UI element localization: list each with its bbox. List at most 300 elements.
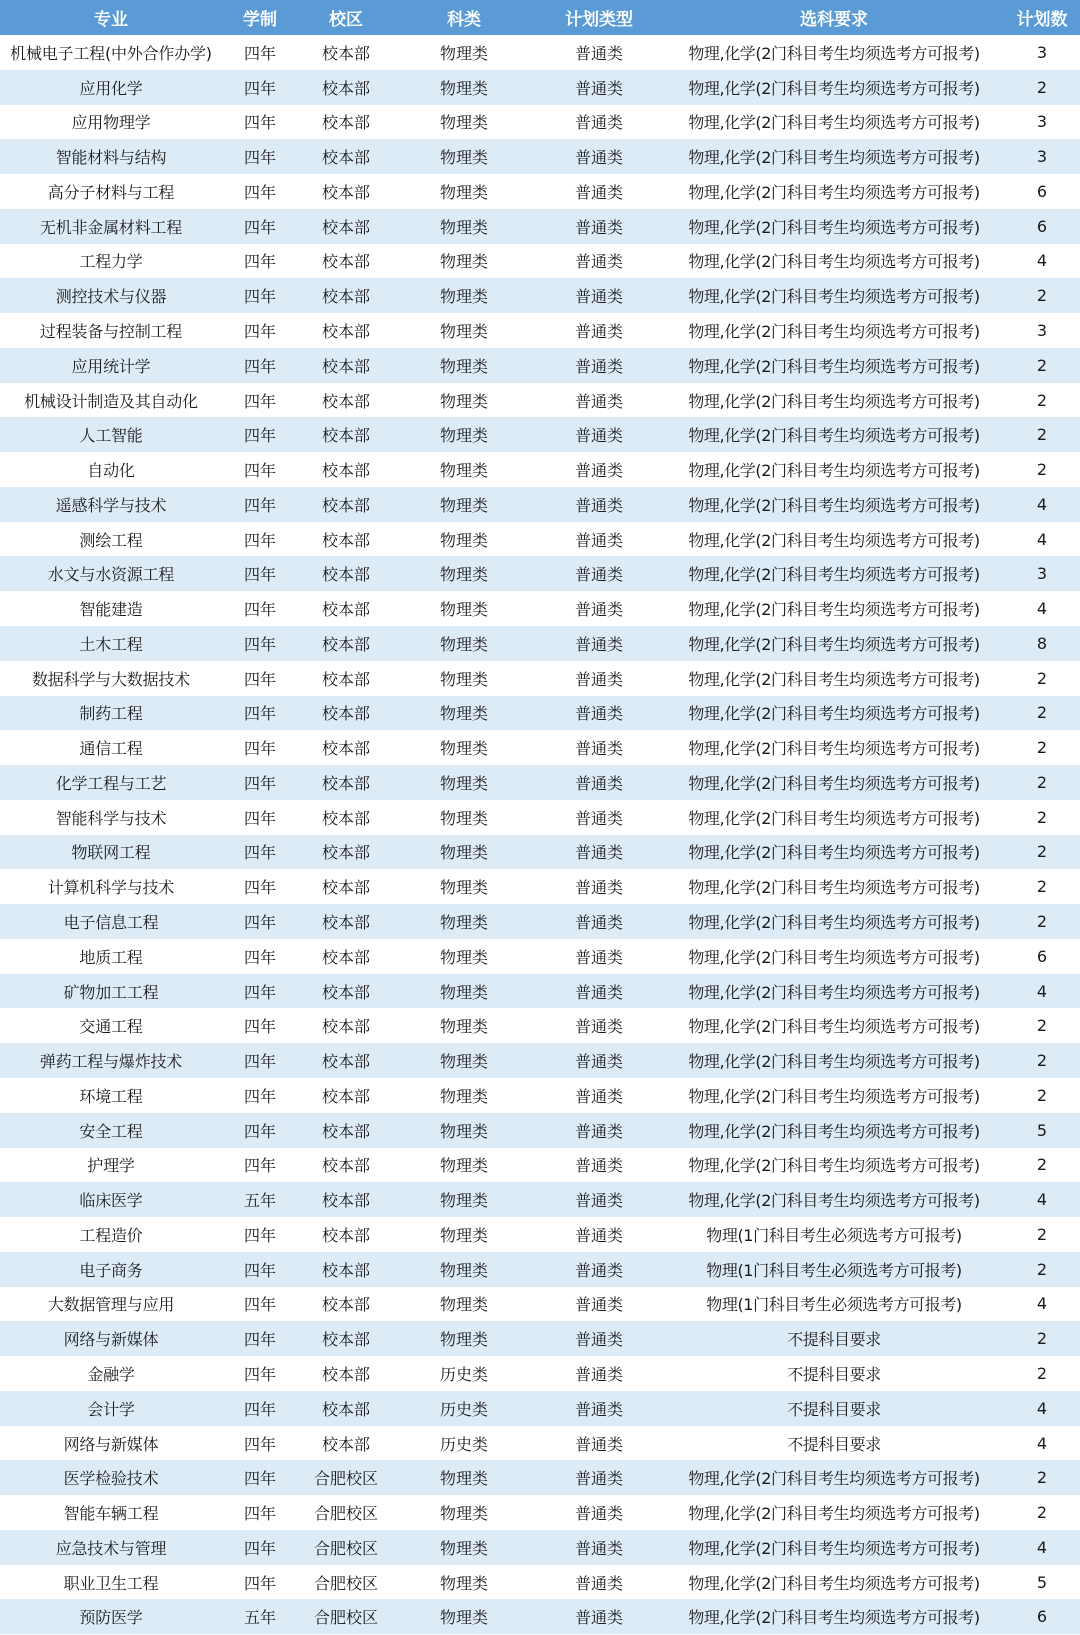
major-cell: 会计学 bbox=[0, 1391, 222, 1426]
duration-cell: 四年 bbox=[222, 244, 298, 279]
requirement-cell: 不提科目要求 bbox=[664, 1426, 1004, 1461]
plan-type-cell: 普通类 bbox=[534, 452, 664, 487]
plan-count-cell: 4 bbox=[1004, 244, 1080, 279]
category-cell: 物理类 bbox=[394, 835, 534, 870]
campus-cell: 校本部 bbox=[298, 1113, 394, 1148]
duration-cell: 四年 bbox=[222, 1148, 298, 1183]
plan-type-cell: 普通类 bbox=[534, 661, 664, 696]
major-cell: 人工智能 bbox=[0, 417, 222, 452]
campus-cell: 校本部 bbox=[298, 556, 394, 591]
duration-cell: 四年 bbox=[222, 417, 298, 452]
plan-count-cell: 4 bbox=[1004, 522, 1080, 557]
category-cell: 物理类 bbox=[394, 730, 534, 765]
requirement-cell: 物理,化学(2门科目考生均须选考方可报考) bbox=[664, 835, 1004, 870]
table-row bbox=[0, 1495, 1080, 1530]
table-row bbox=[0, 939, 1080, 974]
plan-count-cell: 6 bbox=[1004, 174, 1080, 209]
plan-type-cell: 普通类 bbox=[534, 1078, 664, 1113]
table-row bbox=[0, 1391, 1080, 1426]
duration-cell: 五年 bbox=[222, 1182, 298, 1217]
campus-cell: 校本部 bbox=[298, 35, 394, 70]
plan-count-cell: 2 bbox=[1004, 765, 1080, 800]
duration-cell: 四年 bbox=[222, 70, 298, 105]
plan-count-cell: 2 bbox=[1004, 1078, 1080, 1113]
column-header-subject-requirement: 选科要求 bbox=[664, 0, 1004, 35]
campus-cell: 校本部 bbox=[298, 313, 394, 348]
requirement-cell: 不提科目要求 bbox=[664, 1321, 1004, 1356]
requirement-cell: 物理,化学(2门科目考生均须选考方可报考) bbox=[664, 765, 1004, 800]
duration-cell: 四年 bbox=[222, 730, 298, 765]
duration-cell: 四年 bbox=[222, 800, 298, 835]
plan-type-cell: 普通类 bbox=[534, 1321, 664, 1356]
requirement-cell: 物理(1门科目考生必须选考方可报考) bbox=[664, 1217, 1004, 1252]
duration-cell: 四年 bbox=[222, 105, 298, 140]
major-cell: 网络与新媒体 bbox=[0, 1321, 222, 1356]
table-row bbox=[0, 1565, 1080, 1600]
table-row bbox=[0, 1321, 1080, 1356]
major-cell: 智能材料与结构 bbox=[0, 139, 222, 174]
plan-count-cell: 2 bbox=[1004, 383, 1080, 418]
category-cell: 物理类 bbox=[394, 974, 534, 1009]
category-cell: 物理类 bbox=[394, 244, 534, 279]
category-cell: 物理类 bbox=[394, 765, 534, 800]
table-row bbox=[0, 1217, 1080, 1252]
campus-cell: 校本部 bbox=[298, 105, 394, 140]
table-row bbox=[0, 626, 1080, 661]
plan-type-cell: 普通类 bbox=[534, 487, 664, 522]
table-row bbox=[0, 313, 1080, 348]
plan-type-cell: 普通类 bbox=[534, 1252, 664, 1287]
duration-cell: 四年 bbox=[222, 139, 298, 174]
requirement-cell: 物理,化学(2门科目考生均须选考方可报考) bbox=[664, 1043, 1004, 1078]
campus-cell: 合肥校区 bbox=[298, 1599, 394, 1634]
duration-cell: 四年 bbox=[222, 383, 298, 418]
major-cell: 临床医学 bbox=[0, 1182, 222, 1217]
major-cell: 应用统计学 bbox=[0, 348, 222, 383]
major-cell: 医学检验技术 bbox=[0, 1460, 222, 1495]
requirement-cell: 物理,化学(2门科目考生均须选考方可报考) bbox=[664, 70, 1004, 105]
plan-type-cell: 普通类 bbox=[534, 1182, 664, 1217]
duration-cell: 四年 bbox=[222, 661, 298, 696]
plan-count-cell: 2 bbox=[1004, 869, 1080, 904]
plan-type-cell: 普通类 bbox=[534, 730, 664, 765]
requirement-cell: 物理,化学(2门科目考生均须选考方可报考) bbox=[664, 1565, 1004, 1600]
table-row bbox=[0, 139, 1080, 174]
plan-count-cell: 6 bbox=[1004, 1599, 1080, 1634]
major-cell: 数据科学与大数据技术 bbox=[0, 661, 222, 696]
plan-type-cell: 普通类 bbox=[534, 1043, 664, 1078]
requirement-cell: 物理,化学(2门科目考生均须选考方可报考) bbox=[664, 974, 1004, 1009]
campus-cell: 校本部 bbox=[298, 244, 394, 279]
plan-type-cell: 普通类 bbox=[534, 1495, 664, 1530]
requirement-cell: 物理,化学(2门科目考生均须选考方可报考) bbox=[664, 244, 1004, 279]
campus-cell: 合肥校区 bbox=[298, 1530, 394, 1565]
major-cell: 土木工程 bbox=[0, 626, 222, 661]
plan-type-cell: 普通类 bbox=[534, 348, 664, 383]
requirement-cell: 物理,化学(2门科目考生均须选考方可报考) bbox=[664, 1008, 1004, 1043]
major-cell: 工程力学 bbox=[0, 244, 222, 279]
duration-cell: 四年 bbox=[222, 556, 298, 591]
category-cell: 物理类 bbox=[394, 313, 534, 348]
requirement-cell: 物理,化学(2门科目考生均须选考方可报考) bbox=[664, 626, 1004, 661]
major-cell: 自动化 bbox=[0, 452, 222, 487]
category-cell: 物理类 bbox=[394, 800, 534, 835]
plan-count-cell: 2 bbox=[1004, 1252, 1080, 1287]
duration-cell: 四年 bbox=[222, 174, 298, 209]
plan-type-cell: 普通类 bbox=[534, 70, 664, 105]
major-cell: 矿物加工工程 bbox=[0, 974, 222, 1009]
campus-cell: 校本部 bbox=[298, 348, 394, 383]
category-cell: 物理类 bbox=[394, 35, 534, 70]
requirement-cell: 物理,化学(2门科目考生均须选考方可报考) bbox=[664, 1460, 1004, 1495]
table-row bbox=[0, 1530, 1080, 1565]
category-cell: 物理类 bbox=[394, 278, 534, 313]
major-cell: 无机非金属材料工程 bbox=[0, 209, 222, 244]
column-header-duration: 学制 bbox=[222, 0, 298, 35]
table-row bbox=[0, 417, 1080, 452]
major-cell: 大数据管理与应用 bbox=[0, 1287, 222, 1322]
plan-count-cell: 2 bbox=[1004, 1008, 1080, 1043]
campus-cell: 校本部 bbox=[298, 869, 394, 904]
plan-count-cell: 2 bbox=[1004, 1043, 1080, 1078]
campus-cell: 合肥校区 bbox=[298, 1460, 394, 1495]
plan-count-cell: 2 bbox=[1004, 1495, 1080, 1530]
plan-type-cell: 普通类 bbox=[534, 35, 664, 70]
duration-cell: 四年 bbox=[222, 835, 298, 870]
plan-type-cell: 普通类 bbox=[534, 313, 664, 348]
table-row bbox=[0, 1182, 1080, 1217]
category-cell: 物理类 bbox=[394, 939, 534, 974]
table-row bbox=[0, 800, 1080, 835]
plan-type-cell: 普通类 bbox=[534, 522, 664, 557]
header-row bbox=[0, 0, 1080, 35]
campus-cell: 校本部 bbox=[298, 974, 394, 1009]
major-cell: 机械电子工程(中外合作办学) bbox=[0, 35, 222, 70]
duration-cell: 四年 bbox=[222, 1217, 298, 1252]
requirement-cell: 物理,化学(2门科目考生均须选考方可报考) bbox=[664, 556, 1004, 591]
plan-type-cell: 普通类 bbox=[534, 974, 664, 1009]
plan-count-cell: 3 bbox=[1004, 35, 1080, 70]
plan-count-cell: 2 bbox=[1004, 696, 1080, 731]
table-row bbox=[0, 244, 1080, 279]
campus-cell: 校本部 bbox=[298, 800, 394, 835]
campus-cell: 校本部 bbox=[298, 452, 394, 487]
table-row bbox=[0, 696, 1080, 731]
category-cell: 物理类 bbox=[394, 70, 534, 105]
plan-count-cell: 5 bbox=[1004, 1113, 1080, 1148]
major-cell: 地质工程 bbox=[0, 939, 222, 974]
major-cell: 过程装备与控制工程 bbox=[0, 313, 222, 348]
duration-cell: 四年 bbox=[222, 904, 298, 939]
duration-cell: 四年 bbox=[222, 522, 298, 557]
duration-cell: 四年 bbox=[222, 696, 298, 731]
campus-cell: 校本部 bbox=[298, 1182, 394, 1217]
table-row bbox=[0, 1287, 1080, 1322]
major-cell: 智能科学与技术 bbox=[0, 800, 222, 835]
requirement-cell: 物理,化学(2门科目考生均须选考方可报考) bbox=[664, 1078, 1004, 1113]
requirement-cell: 物理,化学(2门科目考生均须选考方可报考) bbox=[664, 139, 1004, 174]
category-cell: 物理类 bbox=[394, 1599, 534, 1634]
plan-count-cell: 4 bbox=[1004, 487, 1080, 522]
campus-cell: 校本部 bbox=[298, 661, 394, 696]
requirement-cell: 物理,化学(2门科目考生均须选考方可报考) bbox=[664, 591, 1004, 626]
category-cell: 物理类 bbox=[394, 1217, 534, 1252]
campus-cell: 校本部 bbox=[298, 278, 394, 313]
table-row bbox=[0, 661, 1080, 696]
table-header bbox=[0, 0, 1080, 35]
plan-count-cell: 6 bbox=[1004, 939, 1080, 974]
plan-type-cell: 普通类 bbox=[534, 1356, 664, 1391]
duration-cell: 四年 bbox=[222, 1565, 298, 1600]
table-row bbox=[0, 174, 1080, 209]
table-row bbox=[0, 348, 1080, 383]
plan-type-cell: 普通类 bbox=[534, 174, 664, 209]
category-cell: 物理类 bbox=[394, 105, 534, 140]
requirement-cell: 物理,化学(2门科目考生均须选考方可报考) bbox=[664, 522, 1004, 557]
campus-cell: 校本部 bbox=[298, 1426, 394, 1461]
requirement-cell: 不提科目要求 bbox=[664, 1356, 1004, 1391]
requirement-cell: 物理,化学(2门科目考生均须选考方可报考) bbox=[664, 452, 1004, 487]
major-cell: 高分子材料与工程 bbox=[0, 174, 222, 209]
table-row bbox=[0, 556, 1080, 591]
category-cell: 物理类 bbox=[394, 1182, 534, 1217]
major-cell: 职业卫生工程 bbox=[0, 1565, 222, 1600]
plan-count-cell: 2 bbox=[1004, 1356, 1080, 1391]
table-row bbox=[0, 869, 1080, 904]
campus-cell: 校本部 bbox=[298, 1356, 394, 1391]
plan-type-cell: 普通类 bbox=[534, 696, 664, 731]
table-row bbox=[0, 1599, 1080, 1634]
table-row bbox=[0, 35, 1080, 70]
campus-cell: 校本部 bbox=[298, 939, 394, 974]
major-cell: 电子商务 bbox=[0, 1252, 222, 1287]
category-cell: 物理类 bbox=[394, 383, 534, 418]
table-row bbox=[0, 383, 1080, 418]
requirement-cell: 不提科目要求 bbox=[664, 1391, 1004, 1426]
campus-cell: 校本部 bbox=[298, 1217, 394, 1252]
column-header-plan-count: 计划数 bbox=[1004, 0, 1080, 35]
campus-cell: 校本部 bbox=[298, 1391, 394, 1426]
plan-count-cell: 4 bbox=[1004, 1530, 1080, 1565]
category-cell: 物理类 bbox=[394, 1148, 534, 1183]
category-cell: 物理类 bbox=[394, 1530, 534, 1565]
campus-cell: 校本部 bbox=[298, 417, 394, 452]
major-cell: 遥感科学与技术 bbox=[0, 487, 222, 522]
major-cell: 智能建造 bbox=[0, 591, 222, 626]
campus-cell: 校本部 bbox=[298, 70, 394, 105]
duration-cell: 四年 bbox=[222, 1356, 298, 1391]
plan-type-cell: 普通类 bbox=[534, 591, 664, 626]
category-cell: 物理类 bbox=[394, 626, 534, 661]
major-cell: 应用化学 bbox=[0, 70, 222, 105]
table-row bbox=[0, 1252, 1080, 1287]
category-cell: 历史类 bbox=[394, 1356, 534, 1391]
campus-cell: 校本部 bbox=[298, 383, 394, 418]
plan-count-cell: 2 bbox=[1004, 348, 1080, 383]
table-row bbox=[0, 730, 1080, 765]
duration-cell: 四年 bbox=[222, 209, 298, 244]
plan-count-cell: 4 bbox=[1004, 1391, 1080, 1426]
major-cell: 通信工程 bbox=[0, 730, 222, 765]
plan-count-cell: 3 bbox=[1004, 313, 1080, 348]
plan-count-cell: 4 bbox=[1004, 1287, 1080, 1322]
duration-cell: 四年 bbox=[222, 869, 298, 904]
plan-type-cell: 普通类 bbox=[534, 278, 664, 313]
plan-type-cell: 普通类 bbox=[534, 1426, 664, 1461]
column-header-major: 专业 bbox=[0, 0, 222, 35]
duration-cell: 四年 bbox=[222, 487, 298, 522]
requirement-cell: 物理,化学(2门科目考生均须选考方可报考) bbox=[664, 417, 1004, 452]
category-cell: 物理类 bbox=[394, 1321, 534, 1356]
plan-count-cell: 4 bbox=[1004, 1426, 1080, 1461]
requirement-cell: 物理,化学(2门科目考生均须选考方可报考) bbox=[664, 383, 1004, 418]
category-cell: 物理类 bbox=[394, 522, 534, 557]
major-cell: 护理学 bbox=[0, 1148, 222, 1183]
campus-cell: 校本部 bbox=[298, 174, 394, 209]
plan-type-cell: 普通类 bbox=[534, 1287, 664, 1322]
duration-cell: 五年 bbox=[222, 1599, 298, 1634]
requirement-cell: 物理,化学(2门科目考生均须选考方可报考) bbox=[664, 1148, 1004, 1183]
plan-type-cell: 普通类 bbox=[534, 1148, 664, 1183]
duration-cell: 四年 bbox=[222, 626, 298, 661]
requirement-cell: 物理,化学(2门科目考生均须选考方可报考) bbox=[664, 105, 1004, 140]
duration-cell: 四年 bbox=[222, 452, 298, 487]
plan-type-cell: 普通类 bbox=[534, 244, 664, 279]
table-row bbox=[0, 70, 1080, 105]
plan-type-cell: 普通类 bbox=[534, 1460, 664, 1495]
plan-type-cell: 普通类 bbox=[534, 556, 664, 591]
campus-cell: 校本部 bbox=[298, 904, 394, 939]
major-cell: 环境工程 bbox=[0, 1078, 222, 1113]
plan-type-cell: 普通类 bbox=[534, 1530, 664, 1565]
campus-cell: 校本部 bbox=[298, 1148, 394, 1183]
table-row bbox=[0, 1113, 1080, 1148]
plan-type-cell: 普通类 bbox=[534, 626, 664, 661]
duration-cell: 四年 bbox=[222, 939, 298, 974]
category-cell: 物理类 bbox=[394, 487, 534, 522]
duration-cell: 四年 bbox=[222, 1287, 298, 1322]
plan-type-cell: 普通类 bbox=[534, 1565, 664, 1600]
plan-count-cell: 2 bbox=[1004, 1217, 1080, 1252]
category-cell: 物理类 bbox=[394, 1287, 534, 1322]
requirement-cell: 物理,化学(2门科目考生均须选考方可报考) bbox=[664, 278, 1004, 313]
campus-cell: 校本部 bbox=[298, 626, 394, 661]
major-cell: 测控技术与仪器 bbox=[0, 278, 222, 313]
table-row bbox=[0, 1426, 1080, 1461]
duration-cell: 四年 bbox=[222, 1321, 298, 1356]
category-cell: 物理类 bbox=[394, 348, 534, 383]
plan-count-cell: 2 bbox=[1004, 278, 1080, 313]
requirement-cell: 物理,化学(2门科目考生均须选考方可报考) bbox=[664, 661, 1004, 696]
requirement-cell: 物理,化学(2门科目考生均须选考方可报考) bbox=[664, 313, 1004, 348]
plan-type-cell: 普通类 bbox=[534, 765, 664, 800]
campus-cell: 校本部 bbox=[298, 522, 394, 557]
category-cell: 物理类 bbox=[394, 1043, 534, 1078]
duration-cell: 四年 bbox=[222, 278, 298, 313]
campus-cell: 合肥校区 bbox=[298, 1565, 394, 1600]
requirement-cell: 物理,化学(2门科目考生均须选考方可报考) bbox=[664, 939, 1004, 974]
category-cell: 物理类 bbox=[394, 696, 534, 731]
major-cell: 电子信息工程 bbox=[0, 904, 222, 939]
category-cell: 物理类 bbox=[394, 209, 534, 244]
duration-cell: 四年 bbox=[222, 974, 298, 1009]
requirement-cell: 物理,化学(2门科目考生均须选考方可报考) bbox=[664, 487, 1004, 522]
major-cell: 制药工程 bbox=[0, 696, 222, 731]
category-cell: 历史类 bbox=[394, 1426, 534, 1461]
plan-count-cell: 2 bbox=[1004, 452, 1080, 487]
table-row bbox=[0, 974, 1080, 1009]
major-cell: 弹药工程与爆炸技术 bbox=[0, 1043, 222, 1078]
campus-cell: 校本部 bbox=[298, 209, 394, 244]
campus-cell: 校本部 bbox=[298, 696, 394, 731]
major-cell: 物联网工程 bbox=[0, 835, 222, 870]
table-row bbox=[0, 278, 1080, 313]
campus-cell: 校本部 bbox=[298, 730, 394, 765]
plan-count-cell: 2 bbox=[1004, 417, 1080, 452]
category-cell: 物理类 bbox=[394, 904, 534, 939]
plan-type-cell: 普通类 bbox=[534, 1599, 664, 1634]
plan-type-cell: 普通类 bbox=[534, 835, 664, 870]
requirement-cell: 物理,化学(2门科目考生均须选考方可报考) bbox=[664, 869, 1004, 904]
plan-count-cell: 4 bbox=[1004, 1182, 1080, 1217]
plan-type-cell: 普通类 bbox=[534, 800, 664, 835]
plan-type-cell: 普通类 bbox=[534, 139, 664, 174]
plan-count-cell: 2 bbox=[1004, 730, 1080, 765]
requirement-cell: 物理(1门科目考生必须选考方可报考) bbox=[664, 1287, 1004, 1322]
campus-cell: 合肥校区 bbox=[298, 1495, 394, 1530]
campus-cell: 校本部 bbox=[298, 1252, 394, 1287]
category-cell: 物理类 bbox=[394, 1008, 534, 1043]
duration-cell: 四年 bbox=[222, 1426, 298, 1461]
category-cell: 物理类 bbox=[394, 1460, 534, 1495]
requirement-cell: 物理,化学(2门科目考生均须选考方可报考) bbox=[664, 904, 1004, 939]
requirement-cell: 物理,化学(2门科目考生均须选考方可报考) bbox=[664, 1599, 1004, 1634]
plan-count-cell: 2 bbox=[1004, 70, 1080, 105]
table-body bbox=[0, 35, 1080, 1634]
major-cell: 机械设计制造及其自动化 bbox=[0, 383, 222, 418]
major-cell: 工程造价 bbox=[0, 1217, 222, 1252]
duration-cell: 四年 bbox=[222, 348, 298, 383]
plan-type-cell: 普通类 bbox=[534, 1391, 664, 1426]
plan-count-cell: 8 bbox=[1004, 626, 1080, 661]
table-row bbox=[0, 209, 1080, 244]
table-row bbox=[0, 1460, 1080, 1495]
major-cell: 安全工程 bbox=[0, 1113, 222, 1148]
campus-cell: 校本部 bbox=[298, 1043, 394, 1078]
duration-cell: 四年 bbox=[222, 765, 298, 800]
duration-cell: 四年 bbox=[222, 35, 298, 70]
campus-cell: 校本部 bbox=[298, 1078, 394, 1113]
major-cell: 水文与水资源工程 bbox=[0, 556, 222, 591]
plan-type-cell: 普通类 bbox=[534, 904, 664, 939]
column-header-subject-category: 科类 bbox=[394, 0, 534, 35]
plan-count-cell: 5 bbox=[1004, 1565, 1080, 1600]
major-cell: 金融学 bbox=[0, 1356, 222, 1391]
plan-count-cell: 3 bbox=[1004, 105, 1080, 140]
major-cell: 化学工程与工艺 bbox=[0, 765, 222, 800]
requirement-cell: 物理,化学(2门科目考生均须选考方可报考) bbox=[664, 1113, 1004, 1148]
requirement-cell: 物理,化学(2门科目考生均须选考方可报考) bbox=[664, 209, 1004, 244]
requirement-cell: 物理,化学(2门科目考生均须选考方可报考) bbox=[664, 696, 1004, 731]
table-row bbox=[0, 452, 1080, 487]
major-cell: 网络与新媒体 bbox=[0, 1426, 222, 1461]
requirement-cell: 物理,化学(2门科目考生均须选考方可报考) bbox=[664, 174, 1004, 209]
category-cell: 历史类 bbox=[394, 1391, 534, 1426]
major-cell: 应用物理学 bbox=[0, 105, 222, 140]
campus-cell: 校本部 bbox=[298, 765, 394, 800]
campus-cell: 校本部 bbox=[298, 1287, 394, 1322]
campus-cell: 校本部 bbox=[298, 487, 394, 522]
